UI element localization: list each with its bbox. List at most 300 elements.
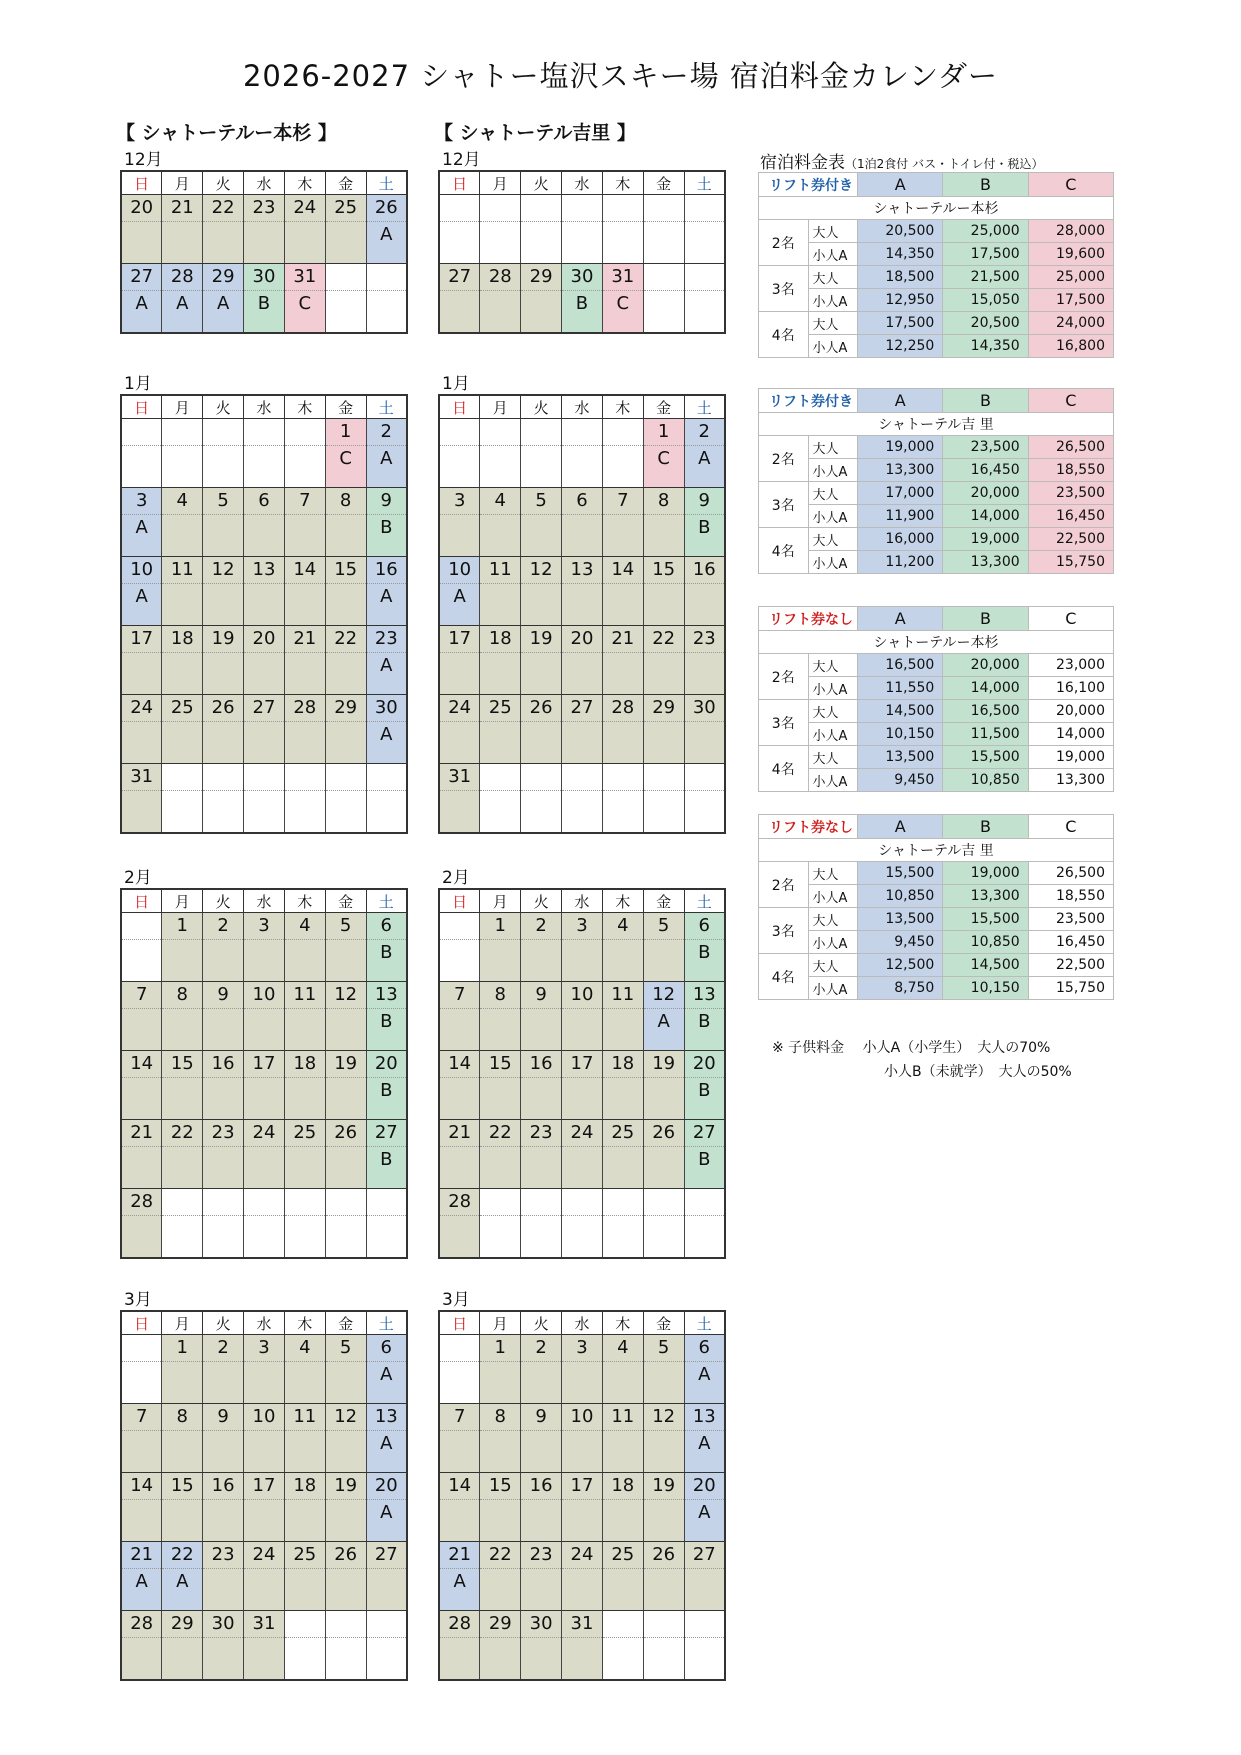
- day-number: 3: [122, 488, 161, 515]
- age-category: 小人A: [808, 289, 858, 312]
- day-cell: [439, 1189, 480, 1259]
- week-row: [121, 1542, 407, 1611]
- day-number: 27: [244, 695, 284, 722]
- rate-table: [758, 172, 1114, 358]
- day-cell: [366, 1051, 407, 1120]
- price-value: 21,500: [943, 266, 1028, 289]
- day-number: 3: [440, 488, 479, 515]
- day-cell: [162, 1335, 203, 1404]
- day-number: 13: [367, 1404, 406, 1431]
- day-number: 29: [480, 1611, 520, 1638]
- day-cell: [244, 1542, 285, 1611]
- rate-grade: A: [657, 1011, 670, 1032]
- day-cell: [284, 626, 325, 695]
- price-value: 18,550: [1028, 459, 1113, 482]
- day-cell: [521, 764, 562, 834]
- age-category: 大人: [808, 528, 858, 551]
- calendar-grid: [120, 888, 408, 1259]
- day-number: 18: [480, 626, 520, 653]
- day-number: 6: [244, 488, 284, 515]
- day-number: 24: [244, 1542, 284, 1569]
- day-cell: [439, 982, 480, 1051]
- day-number: 5: [521, 488, 561, 515]
- day-number: [367, 1611, 406, 1638]
- rate-column-B: B: [943, 173, 1028, 197]
- people-count: 4名: [759, 954, 809, 1000]
- day-number: 17: [562, 1051, 602, 1078]
- rate-table: [758, 388, 1114, 574]
- day-cell: [684, 1120, 725, 1189]
- month-label: 1月: [442, 374, 470, 394]
- price-value: 16,100: [1028, 677, 1113, 700]
- week-row: [121, 557, 407, 626]
- price-value: 16,000: [858, 528, 943, 551]
- day-number: 9: [367, 488, 406, 515]
- day-cell: [521, 1189, 562, 1259]
- rate-grade: A: [698, 1364, 711, 1385]
- day-cell: [162, 982, 203, 1051]
- price-value: 19,000: [943, 862, 1028, 885]
- day-number: 2: [521, 913, 561, 940]
- week-row: [439, 195, 725, 264]
- day-number: 15: [162, 1051, 202, 1078]
- day-cell: [602, 1542, 643, 1611]
- rate-grade: A: [135, 517, 148, 538]
- rate-column-C: C: [1028, 389, 1113, 413]
- rate-row: [759, 482, 1114, 505]
- day-cell: [244, 488, 285, 557]
- day-number: 9: [203, 1404, 243, 1431]
- lift-ticket-label: リフト券なし: [759, 607, 858, 631]
- day-number: 19: [326, 1473, 366, 1500]
- day-number: 26: [521, 695, 561, 722]
- day-cell: [366, 264, 407, 334]
- day-number: 31: [440, 764, 479, 791]
- day-cell: [602, 913, 643, 982]
- day-cell: [602, 264, 643, 334]
- age-category: 小人A: [808, 769, 858, 792]
- age-category: 大人: [808, 266, 858, 289]
- week-row: [121, 1051, 407, 1120]
- day-cell: [643, 195, 684, 264]
- day-cell: [162, 626, 203, 695]
- day-number: 9: [521, 1404, 561, 1431]
- people-count: 3名: [759, 700, 809, 746]
- rate-row: [759, 654, 1114, 677]
- day-number: 13: [562, 557, 602, 584]
- day-number: 2: [203, 1335, 243, 1362]
- week-row: [121, 695, 407, 764]
- day-number: [562, 195, 602, 222]
- week-row: [439, 982, 725, 1051]
- hotel-name-row: [759, 197, 1114, 220]
- day-cell: [121, 1473, 162, 1542]
- day-cell: [203, 195, 244, 264]
- rate-grade: A: [698, 448, 711, 469]
- price-value: 10,150: [858, 723, 943, 746]
- day-number: 29: [203, 264, 243, 291]
- day-cell: [284, 264, 325, 334]
- day-cell: [244, 1120, 285, 1189]
- day-cell: [121, 695, 162, 764]
- day-number: 7: [122, 1404, 161, 1431]
- rate-row: [759, 505, 1114, 528]
- day-number: 6: [367, 1335, 406, 1362]
- rate-row: [759, 677, 1114, 700]
- day-number: 8: [644, 488, 684, 515]
- day-cell: [643, 1120, 684, 1189]
- weekday-header: 木: [284, 395, 325, 419]
- day-number: 14: [440, 1051, 479, 1078]
- day-cell: [121, 1542, 162, 1611]
- day-cell: [203, 1189, 244, 1259]
- price-value: 14,500: [858, 700, 943, 723]
- rate-grade: A: [453, 1571, 466, 1592]
- day-number: [122, 1335, 161, 1362]
- rate-grade: A: [453, 586, 466, 607]
- day-cell: [439, 195, 480, 264]
- calendar-grid: [438, 170, 726, 334]
- day-cell: [325, 982, 366, 1051]
- rate-grade: B: [257, 293, 271, 314]
- week-row: [121, 1120, 407, 1189]
- day-number: 24: [285, 195, 325, 222]
- weekday-header: 日: [121, 1311, 162, 1335]
- day-cell: [480, 982, 521, 1051]
- day-cell: [203, 557, 244, 626]
- day-cell: [480, 557, 521, 626]
- day-number: [644, 264, 684, 291]
- day-number: 27: [562, 695, 602, 722]
- day-cell: [643, 488, 684, 557]
- day-number: 17: [244, 1051, 284, 1078]
- day-number: 10: [562, 982, 602, 1009]
- day-cell: [121, 419, 162, 488]
- day-number: 10: [440, 557, 479, 584]
- month-calendar: [438, 1290, 728, 1681]
- day-number: 19: [521, 626, 561, 653]
- price-value: 17,000: [858, 482, 943, 505]
- weekday-header: 土: [366, 1311, 407, 1335]
- age-category: 大人: [808, 436, 858, 459]
- weekday-header: 火: [203, 889, 244, 913]
- rate-row: [759, 436, 1114, 459]
- day-number: [162, 764, 202, 791]
- price-value: 10,850: [858, 885, 943, 908]
- day-number: 21: [603, 626, 643, 653]
- hotel-name-row: [759, 631, 1114, 654]
- day-number: 6: [685, 1335, 724, 1362]
- rate-column-B: B: [943, 389, 1028, 413]
- day-cell: [121, 982, 162, 1051]
- rate-grade: B: [698, 942, 711, 963]
- rate-header-row: [759, 607, 1114, 631]
- day-number: 8: [162, 1404, 202, 1431]
- rate-column-A: A: [858, 607, 943, 631]
- rate-column-A: A: [858, 389, 943, 413]
- month-label: 1月: [124, 374, 152, 394]
- day-cell: [602, 626, 643, 695]
- price-value: 10,150: [943, 977, 1028, 1000]
- week-row: [439, 1189, 725, 1259]
- day-cell: [602, 1051, 643, 1120]
- day-cell: [325, 764, 366, 834]
- day-number: 6: [685, 913, 724, 940]
- day-number: 16: [521, 1051, 561, 1078]
- weekday-header: 土: [366, 889, 407, 913]
- day-number: 12: [644, 1404, 684, 1431]
- day-number: 4: [603, 913, 643, 940]
- week-row: [439, 264, 725, 334]
- day-number: 31: [122, 764, 161, 791]
- day-number: [521, 419, 561, 446]
- day-cell: [325, 557, 366, 626]
- day-cell: [684, 1189, 725, 1259]
- day-number: 18: [285, 1473, 325, 1500]
- price-value: 13,300: [943, 885, 1028, 908]
- day-cell: [602, 1611, 643, 1681]
- day-number: 8: [480, 1404, 520, 1431]
- price-value: 18,500: [858, 266, 943, 289]
- price-value: 16,500: [943, 700, 1028, 723]
- rate-grade: B: [698, 1011, 711, 1032]
- rate-grade: A: [176, 293, 189, 314]
- day-cell: [203, 1542, 244, 1611]
- day-cell: [366, 982, 407, 1051]
- day-number: 22: [480, 1542, 520, 1569]
- day-cell: [439, 419, 480, 488]
- day-cell: [203, 913, 244, 982]
- day-cell: [284, 1051, 325, 1120]
- day-cell: [562, 764, 603, 834]
- day-number: 18: [285, 1051, 325, 1078]
- rate-grade: A: [698, 1502, 711, 1523]
- week-row: [121, 419, 407, 488]
- weekday-header: 火: [203, 171, 244, 195]
- day-cell: [521, 1404, 562, 1473]
- weekday-header: 金: [643, 171, 684, 195]
- day-number: 9: [203, 982, 243, 1009]
- day-number: 16: [203, 1051, 243, 1078]
- day-cell: [643, 626, 684, 695]
- day-number: 1: [326, 419, 366, 446]
- day-number: 28: [122, 1611, 161, 1638]
- price-value: 23,500: [1028, 482, 1113, 505]
- day-cell: [521, 913, 562, 982]
- day-number: 11: [603, 1404, 643, 1431]
- day-cell: [366, 1542, 407, 1611]
- age-category: 大人: [808, 862, 858, 885]
- day-number: 30: [685, 695, 724, 722]
- day-cell: [562, 1473, 603, 1542]
- weekday-header: 日: [439, 1311, 480, 1335]
- day-number: [285, 1611, 325, 1638]
- price-value: 11,200: [858, 551, 943, 574]
- day-number: 25: [162, 695, 202, 722]
- price-value: 15,050: [943, 289, 1028, 312]
- day-cell: [244, 195, 285, 264]
- day-cell: [521, 626, 562, 695]
- day-number: [122, 913, 161, 940]
- rate-header-row: [759, 815, 1114, 839]
- age-category: 大人: [808, 908, 858, 931]
- day-number: 27: [440, 264, 479, 291]
- day-number: 8: [326, 488, 366, 515]
- age-category: 大人: [808, 700, 858, 723]
- weekday-header: 火: [203, 1311, 244, 1335]
- day-number: 14: [122, 1473, 161, 1500]
- weekday-header: 月: [480, 1311, 521, 1335]
- day-number: 23: [244, 195, 284, 222]
- rate-grade: A: [380, 224, 393, 245]
- weekday-header: 水: [244, 889, 285, 913]
- weekday-header: 水: [244, 171, 285, 195]
- rate-row: [759, 266, 1114, 289]
- day-number: 28: [440, 1189, 479, 1216]
- price-value: 11,500: [943, 723, 1028, 746]
- price-value: 22,500: [1028, 528, 1113, 551]
- day-number: [285, 1189, 325, 1216]
- day-number: 15: [480, 1051, 520, 1078]
- day-number: 29: [644, 695, 684, 722]
- age-category: 小人A: [808, 335, 858, 358]
- day-number: 10: [122, 557, 161, 584]
- people-count: 3名: [759, 266, 809, 312]
- price-value: 19,000: [1028, 746, 1113, 769]
- day-number: [562, 764, 602, 791]
- day-number: 12: [203, 557, 243, 584]
- day-cell: [325, 419, 366, 488]
- price-value: 16,450: [1028, 931, 1113, 954]
- people-count: 2名: [759, 220, 809, 266]
- price-value: 13,500: [858, 746, 943, 769]
- day-cell: [162, 764, 203, 834]
- rate-row: [759, 700, 1114, 723]
- day-number: [562, 1189, 602, 1216]
- day-cell: [325, 1473, 366, 1542]
- day-cell: [643, 1611, 684, 1681]
- day-number: [244, 1189, 284, 1216]
- day-number: 17: [122, 626, 161, 653]
- week-row: [121, 764, 407, 834]
- day-cell: [480, 764, 521, 834]
- day-cell: [439, 1404, 480, 1473]
- day-cell: [325, 1335, 366, 1404]
- day-cell: [684, 264, 725, 334]
- price-value: 16,450: [1028, 505, 1113, 528]
- day-number: 7: [440, 982, 479, 1009]
- day-cell: [480, 1335, 521, 1404]
- day-number: 31: [285, 264, 325, 291]
- day-cell: [366, 764, 407, 834]
- people-count: 3名: [759, 908, 809, 954]
- day-number: 2: [521, 1335, 561, 1362]
- month-calendar: [438, 868, 728, 1259]
- day-number: 19: [203, 626, 243, 653]
- weekday-header: 火: [521, 1311, 562, 1335]
- calendar-grid: [438, 1310, 726, 1681]
- week-row: [439, 1120, 725, 1189]
- day-cell: [480, 913, 521, 982]
- weekday-header: 木: [602, 171, 643, 195]
- day-cell: [684, 1051, 725, 1120]
- price-value: 11,550: [858, 677, 943, 700]
- day-number: 1: [480, 1335, 520, 1362]
- day-cell: [480, 1542, 521, 1611]
- rate-grade: A: [380, 1502, 393, 1523]
- day-number: 23: [685, 626, 724, 653]
- day-number: 7: [603, 488, 643, 515]
- price-value: 14,500: [943, 954, 1028, 977]
- day-number: 15: [326, 557, 366, 584]
- day-number: [603, 419, 643, 446]
- day-number: 21: [285, 626, 325, 653]
- day-number: 26: [644, 1542, 684, 1569]
- week-row: [439, 557, 725, 626]
- price-value: 12,500: [858, 954, 943, 977]
- day-number: 19: [644, 1473, 684, 1500]
- day-cell: [121, 488, 162, 557]
- day-cell: [684, 764, 725, 834]
- day-cell: [521, 1335, 562, 1404]
- day-cell: [121, 1120, 162, 1189]
- day-number: 13: [367, 982, 406, 1009]
- day-number: 30: [203, 1611, 243, 1638]
- day-number: 20: [367, 1051, 406, 1078]
- week-row: [121, 264, 407, 334]
- rate-grade: B: [698, 1080, 711, 1101]
- rate-column-C: C: [1028, 173, 1113, 197]
- day-number: 16: [685, 557, 724, 584]
- weekday-header: 土: [684, 171, 725, 195]
- day-cell: [162, 557, 203, 626]
- day-number: 21: [122, 1120, 161, 1147]
- day-number: 7: [440, 1404, 479, 1431]
- day-number: [521, 195, 561, 222]
- day-cell: [284, 913, 325, 982]
- day-number: 13: [244, 557, 284, 584]
- week-row: [121, 1189, 407, 1259]
- day-cell: [284, 982, 325, 1051]
- weekday-header: 土: [366, 171, 407, 195]
- day-number: [480, 419, 520, 446]
- rate-row: [759, 289, 1114, 312]
- weekday-header: 水: [562, 171, 603, 195]
- day-cell: [480, 1404, 521, 1473]
- day-cell: [121, 1189, 162, 1259]
- weekday-header: 金: [325, 395, 366, 419]
- weekday-header: 火: [521, 395, 562, 419]
- day-number: 11: [285, 982, 325, 1009]
- day-number: 12: [326, 1404, 366, 1431]
- day-number: 24: [562, 1120, 602, 1147]
- month-calendar: [438, 374, 728, 834]
- people-count: 3名: [759, 482, 809, 528]
- rate-column-B: B: [943, 607, 1028, 631]
- weekday-header: 日: [439, 889, 480, 913]
- day-number: [480, 1189, 520, 1216]
- price-value: 15,500: [943, 746, 1028, 769]
- day-number: 21: [162, 195, 202, 222]
- day-cell: [643, 1189, 684, 1259]
- day-number: 27: [685, 1542, 724, 1569]
- day-cell: [203, 1404, 244, 1473]
- day-number: [685, 195, 724, 222]
- day-number: 22: [480, 1120, 520, 1147]
- day-cell: [602, 488, 643, 557]
- rate-grade: B: [380, 1011, 393, 1032]
- weekday-header: 月: [162, 1311, 203, 1335]
